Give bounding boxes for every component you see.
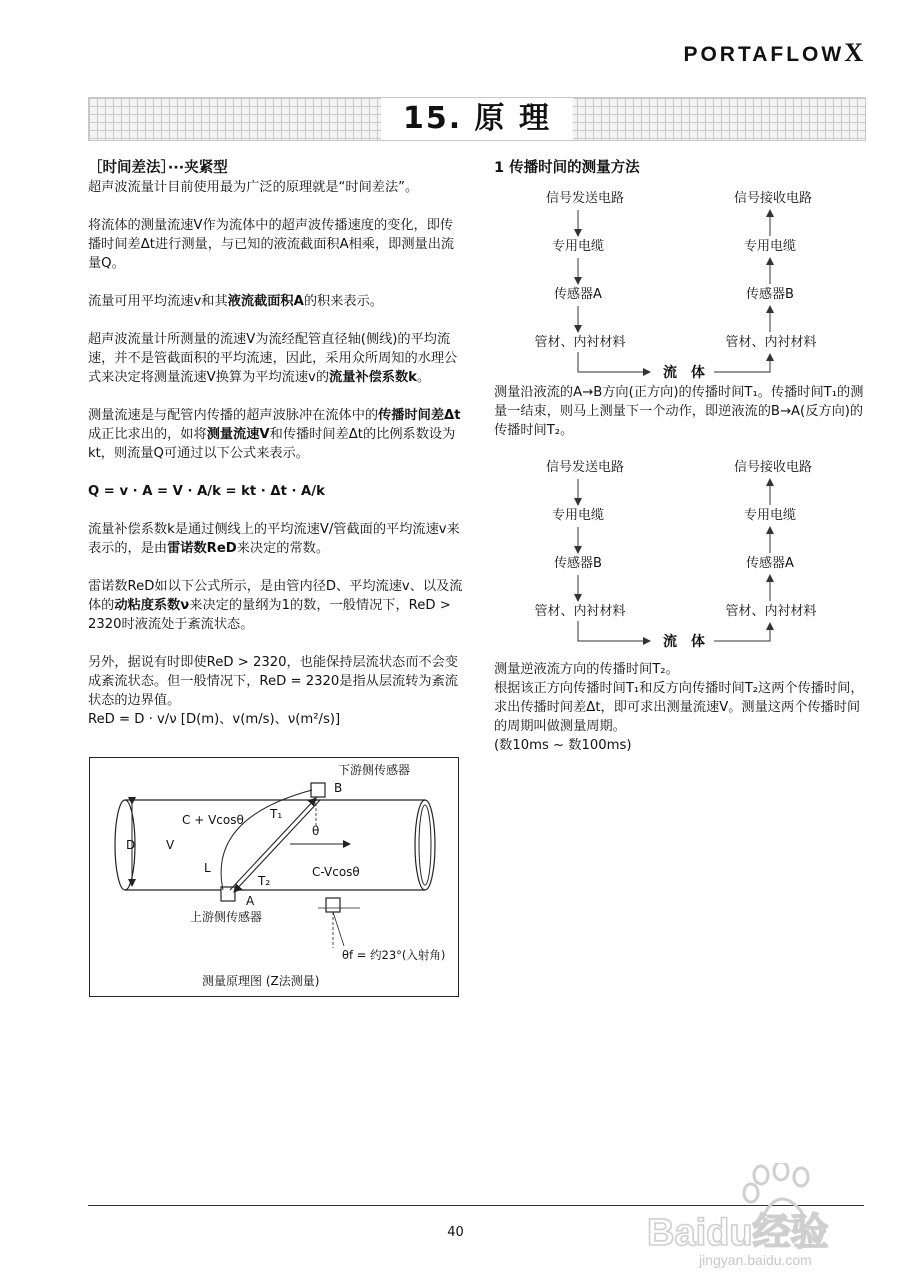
flow1-send-circuit: 信号发送电路	[545, 191, 625, 206]
label-l: L	[204, 861, 211, 875]
left-column	[88, 158, 464, 748]
reynolds-formula: ReD = D · v/ν [D(m)、v(m/s)、ν(m²/s)]	[88, 712, 341, 727]
paragraph-reverse-time: 测量逆液流方向的传播时间T₂。	[494, 662, 679, 677]
right-column	[494, 158, 866, 753]
flow2-sensor-left: 传感器B	[554, 556, 602, 571]
chapter-title-bar	[88, 97, 866, 141]
section-heading-time-difference: ［时间差法］···夹紧型	[88, 160, 228, 176]
principle-figure	[89, 757, 459, 997]
figure-caption: 测量原理图 (Z法测量)	[202, 974, 320, 988]
label-t1: T₁	[270, 807, 283, 821]
paragraph-period-range: (数10ms ~ 数100ms)	[494, 738, 632, 753]
principle-diagram	[90, 758, 458, 996]
paragraph-time-diff: 测量流速是与配管内传播的超声波脉冲在流体中的传播时间差Δt成正比求出的，如将测量流速V和传播时间差Δt的比例系数设为kt，则流量Q可通过以下公式来表示。	[88, 408, 461, 461]
paragraph-laminar: 另外，据说有时即使ReD > 2320，也能保持层流状态而不会变成紊流状态。但一般情况下，ReD = 2320是指从层流转为紊流状态的边界值。	[88, 655, 458, 708]
flow1-cable-right: 专用电缆	[743, 239, 797, 254]
flow2-pipe-left: 管材、内衬材料	[534, 604, 626, 619]
pipe-right-inner	[419, 805, 431, 885]
flow1-sensor-left: 传感器A	[554, 287, 602, 302]
label-t2: T₂	[258, 874, 271, 888]
paragraph-viscosity: 雷诺数ReD如以下公式所示，是由管内径D、平均流速v、以及流体的动粘度系数ν来决定的量纲为1的数，一般情况下，ReD > 2320时液流处于紊流状态。	[88, 579, 463, 632]
flow-formula: Q = v · A = V · A/k = kt · Δt · A/k	[88, 484, 325, 499]
label-a: A	[246, 894, 255, 908]
flow2-sensor-right: 传感器A	[746, 556, 794, 571]
brand-logo	[683, 38, 863, 68]
paragraph-flow-area: 流量可用平均流速v和其液流截面积A的积来表示。	[88, 294, 383, 309]
section-heading-measurement-method: 1 传播时间的测量方法	[494, 160, 640, 176]
flow2-recv-circuit: 信号接收电路	[733, 460, 813, 475]
label-downstream: 下游侧传感器	[338, 763, 411, 777]
flow2-send-circuit: 信号发送电路	[545, 460, 625, 475]
paragraph-velocity: 将流体的测量流速V作为流体中的超声波传播速度的变化，即传播时间差Δt进行测量，与已知的液流截面积A相乘，即测量出流量Q。	[88, 218, 455, 271]
flow1-pipe-left: 管材、内衬材料	[534, 335, 626, 350]
logo-main: PORTAFLOW	[683, 43, 845, 66]
flow2-cable-left: 专用电缆	[551, 508, 605, 523]
flow-diagram-forward	[494, 184, 866, 384]
chapter-title: 15. 原 理	[381, 98, 573, 140]
flow1-pipe-right: 管材、内衬材料	[725, 335, 817, 350]
flow2-cable-right: 专用电缆	[743, 508, 797, 523]
label-c-plus-v: C + Vcosθ	[182, 813, 244, 827]
pipe-right-end	[415, 800, 435, 890]
paragraph-compensation: 超声波流量计所测量的流速V为流经配管直径轴(侧线)的平均流速，并不是管截面积的平均流速，因此，采用众所周知的水理公式来决定将测量流速V换算为平均流速v的流量补偿系数k。	[88, 332, 458, 385]
transducer-b-icon	[311, 783, 325, 797]
baidu-watermark	[641, 1163, 871, 1268]
label-b: B	[334, 781, 343, 795]
transducer-detail-icon	[326, 898, 340, 912]
flow1-sensor-right: 传感器B	[746, 287, 794, 302]
watermark-url: jingyan.baidu.com	[699, 1252, 812, 1268]
paragraph-intro: 超声波流量计目前使用最为广泛的原理就是“时间差法”。	[88, 180, 419, 195]
label-d: D	[126, 838, 136, 852]
flow2-fluid: 流 体	[663, 634, 705, 650]
page-number: 40	[447, 1225, 464, 1240]
flow1-cable-left: 专用电缆	[551, 239, 605, 254]
label-theta: θ	[312, 824, 320, 838]
flow2-pipe-right: 管材、内衬材料	[725, 604, 817, 619]
paragraph-forward-time: 测量沿液流的A→B方向(正方向)的传播时间T₁。传播时间T₁的测量一结束，则马上测量下一个动作，即逆液流的B→A(反方向)的传播时间T₂。	[494, 385, 864, 438]
watermark-brand: Baidu经验	[647, 1212, 829, 1254]
paragraph-measure-period: 根据该正方向传播时间T₁和反方向传播时间T₂这两个传播时间，求出传播时间差Δt，即可求出测量流速V。测量这两个传播时间的周期叫做测量周期。	[494, 681, 864, 734]
paragraph-reynolds: 流量补偿系数k是通过侧线上的平均流速V/管截面的平均流速v来表示的，是由雷诺数ReD来决定的常数。	[88, 522, 460, 556]
logo-suffix: X	[844, 38, 863, 67]
flow-diagram-reverse	[494, 453, 866, 653]
label-v: V	[166, 838, 175, 852]
label-c-minus-v: C-Vcosθ	[312, 865, 360, 879]
incidence-line	[333, 912, 344, 946]
label-incidence-angle: θf = 约23°(入射角)	[342, 948, 446, 962]
flow1-recv-circuit: 信号接收电路	[733, 191, 813, 206]
flow1-fluid: 流 体	[663, 365, 705, 381]
label-upstream: 上游侧传感器	[190, 910, 263, 924]
